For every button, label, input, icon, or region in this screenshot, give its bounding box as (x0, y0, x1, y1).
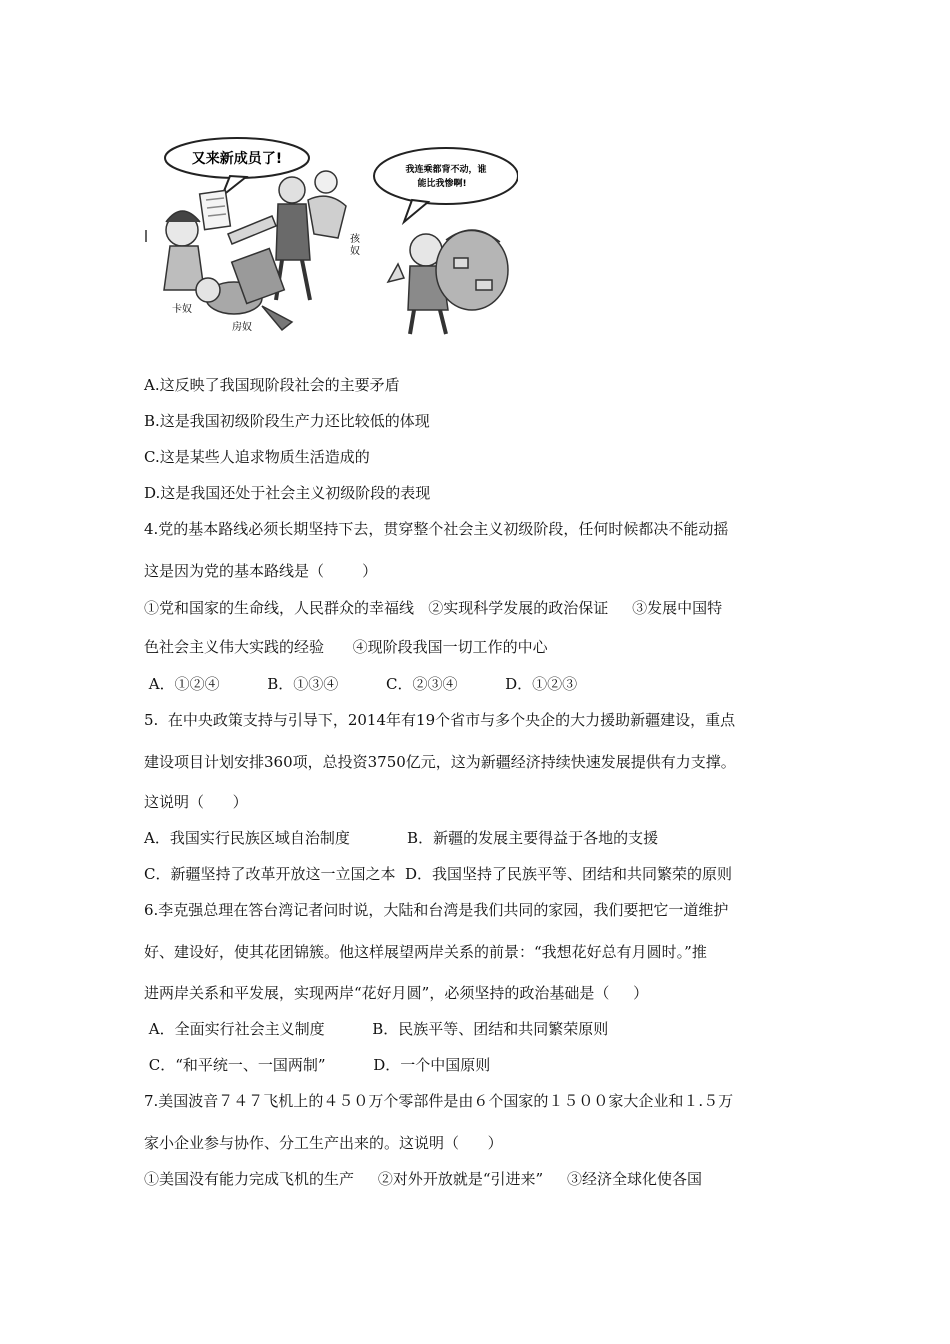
question-5-line-2: 建设项目计划安排360项，总投资3750亿元，这为新疆经济持续快速发展提供有力支撑。 (144, 753, 736, 771)
question-6-options-2: C．“和平统一、一国两制” D．一个中国原则 (144, 1056, 491, 1074)
label-hainu-1: 孩 (350, 234, 360, 245)
cartoon-illustration (142, 130, 518, 340)
option-b: B.这是我国初级阶段生产力还比较低的体现 (144, 412, 430, 430)
question-5-line-3: 这说明（ ） (144, 793, 248, 811)
question-5-options-2: C．新疆坚持了改革开放这一立国之本 D．我国坚持了民族平等、团结和共同繁荣的原则 (144, 865, 733, 883)
question-6-line-2: 好、建设好，使其花团锦簇。他这样展望两岸关系的前景：“我想花好总有月圆时。”推 (144, 943, 707, 961)
question-4-options: A．①②④ B．①③④ C．②③④ D．①②③ (144, 675, 578, 693)
option-c: C.这是某些人追求物质生活造成的 (144, 448, 370, 466)
option-d: D.这是我国还处于社会主义初级阶段的表现 (144, 484, 431, 502)
label-kanu: 卡奴 (172, 304, 192, 315)
question-4-statements-2: 色社会主义伟大实践的经验 ④现阶段我国一切工作的中心 (144, 638, 548, 656)
right-speech-bubble (374, 148, 518, 222)
option-a: A.这反映了我国现阶段社会的主要矛盾 (144, 376, 400, 394)
question-7-line-1: 7.美国波音７４７飞机上的４５０万个零部件是由６个国家的１５００家大企业和１.５万 (144, 1092, 734, 1110)
label-hainu-2: 奴 (350, 246, 360, 257)
question-6-line-3: 进两岸关系和平发展，实现两岸“花好月圆”，必须坚持的政治基础是（ ） (144, 984, 649, 1002)
right-bubble-text-1: 我连乘都背不动，谁 (405, 165, 487, 175)
right-bubble-text-2: 能比我惨啊! (417, 179, 467, 189)
question-4-statements-1: ①党和国家的生命线，人民群众的幸福线 ②实现科学发展的政治保证 ③发展中国特 (144, 599, 723, 617)
label-fangnu: 房奴 (232, 322, 252, 333)
question-4-line-1: 4.党的基本路线必须长期坚持下去，贯穿整个社会主义初级阶段，任何时候都决不能动摇 (144, 520, 729, 538)
question-5-line-1: 5. 在中央政策支持与引导下，2014年有19个省市与多个央企的大力援助新疆建设，重点 (144, 711, 736, 729)
question-6-line-1: 6.李克强总理在答台湾记者问时说，大陆和台湾是我们共同的家园，我们要把它一道维护 (144, 901, 729, 919)
question-6-options-1: A．全面实行社会主义制度 B．民族平等、团结和共同繁荣原则 (144, 1020, 609, 1038)
question-5-options-1: A．我国实行民族区域自治制度 B．新疆的发展主要得益于各地的支援 (144, 829, 659, 847)
left-bubble-text: 又来新成员了! (191, 151, 283, 167)
question-7-statements: ①美国没有能力完成飞机的生产 ②对外开放就是“引进来” ③经济全球化使各国 (144, 1170, 703, 1188)
question-4-line-2: 这是因为党的基本路线是（ ） (144, 562, 378, 580)
right-figure (388, 230, 508, 334)
question-7-line-2: 家小企业参与协作、分工生产出来的。这说明（ ） (144, 1134, 503, 1152)
